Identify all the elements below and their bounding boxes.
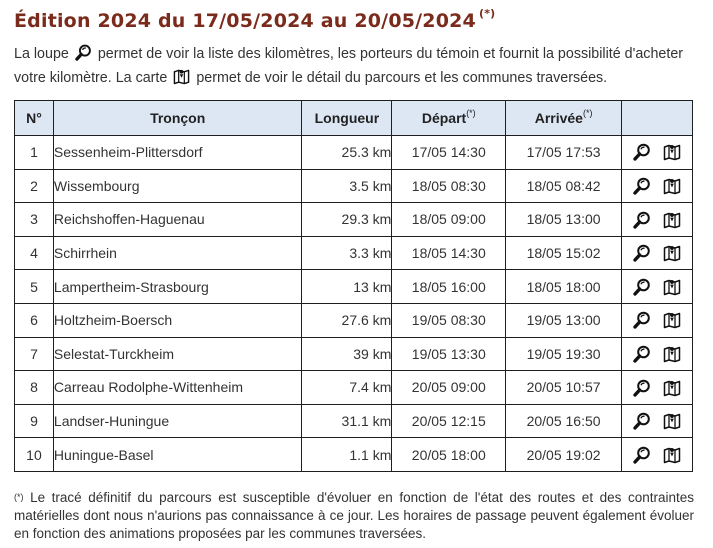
row-departure: 20/05 09:00 xyxy=(392,371,506,405)
map-icon[interactable] xyxy=(663,311,681,329)
row-departure: 18/05 09:00 xyxy=(392,203,506,237)
table-row xyxy=(15,203,693,237)
table-row xyxy=(15,136,693,170)
row-number: 10 xyxy=(15,438,54,472)
table-row xyxy=(15,371,693,405)
row-length: 25.3 km xyxy=(302,136,392,170)
footnote-mark: (*) xyxy=(14,492,24,502)
row-actions xyxy=(622,169,693,203)
row-length: 1.1 km xyxy=(302,438,392,472)
row-actions xyxy=(622,203,693,237)
row-actions xyxy=(622,303,693,337)
row-length: 27.6 km xyxy=(302,303,392,337)
header-departure-label: Départ xyxy=(421,110,467,126)
magnifier-icon[interactable] xyxy=(633,278,651,296)
map-icon[interactable] xyxy=(663,412,681,430)
row-section-name: Wissembourg xyxy=(53,169,302,203)
map-icon[interactable] xyxy=(663,446,681,464)
row-length: 3.3 km xyxy=(302,236,392,270)
row-number: 5 xyxy=(15,270,54,304)
row-actions xyxy=(622,136,693,170)
row-number: 4 xyxy=(15,236,54,270)
table-row xyxy=(15,337,693,371)
row-number: 2 xyxy=(15,169,54,203)
row-length: 7.4 km xyxy=(302,371,392,405)
footnote-text: Le tracé définitif du parcours est susceptible d'évoluer en fonction de l'état des routes et des contraintes matérielles dont nous n'aurions pas connaissance à ce jour. Les horaires de passage peuvent également évoluer en fonction des animations proposées par les communes traversées. xyxy=(14,490,694,541)
header-num: N° xyxy=(15,101,54,136)
row-length: 13 km xyxy=(302,270,392,304)
row-actions xyxy=(622,236,693,270)
row-departure: 19/05 08:30 xyxy=(392,303,506,337)
footnote xyxy=(14,489,694,543)
magnifier-icon[interactable] xyxy=(633,177,651,195)
row-actions xyxy=(622,404,693,438)
row-section-name: Selestat-Turckheim xyxy=(53,337,302,371)
magnifier-icon[interactable] xyxy=(633,446,651,464)
intro-text-2: permet de voir la liste des kilomètres, les porteurs du témoin et fournit la possibilité d'acheter votre kilomètre. La carte xyxy=(14,46,684,86)
row-section-name: Holtzheim-Boersch xyxy=(53,303,302,337)
row-actions xyxy=(622,371,693,405)
row-length: 3.5 km xyxy=(302,169,392,203)
magnifier-icon[interactable] xyxy=(633,311,651,329)
row-section-name: Lampertheim-Strasbourg xyxy=(53,270,302,304)
page-title xyxy=(14,7,496,32)
row-arrival: 17/05 17:53 xyxy=(506,136,622,170)
row-actions xyxy=(622,438,693,472)
table-body xyxy=(15,136,693,472)
row-section-name: Huningue-Basel xyxy=(53,438,302,472)
row-actions xyxy=(622,337,693,371)
map-icon xyxy=(173,68,190,92)
header-arrival-label: Arrivée xyxy=(534,110,583,126)
table-row xyxy=(15,438,693,472)
table-row xyxy=(15,270,693,304)
header-length: Longueur xyxy=(302,101,392,136)
map-icon[interactable] xyxy=(663,211,681,229)
magnifier-icon[interactable] xyxy=(633,143,651,161)
table-row xyxy=(15,169,693,203)
table-row xyxy=(15,236,693,270)
row-arrival: 18/05 13:00 xyxy=(506,203,622,237)
magnifier-icon[interactable] xyxy=(633,211,651,229)
header-actions xyxy=(622,101,693,136)
row-arrival: 18/05 15:02 xyxy=(506,236,622,270)
row-section-name: Sessenheim-Plittersdorf xyxy=(53,136,302,170)
row-arrival: 20/05 19:02 xyxy=(506,438,622,472)
magnifier-icon[interactable] xyxy=(633,345,651,363)
row-actions xyxy=(622,270,693,304)
map-icon[interactable] xyxy=(663,244,681,262)
row-arrival: 20/05 10:57 xyxy=(506,371,622,405)
map-icon[interactable] xyxy=(663,278,681,296)
row-section-name: Carreau Rodolphe-Wittenheim xyxy=(53,371,302,405)
row-section-name: Reichshoffen-Haguenau xyxy=(53,203,302,237)
magnifier-icon[interactable] xyxy=(633,379,651,397)
row-length: 39 km xyxy=(302,337,392,371)
row-departure: 19/05 13:30 xyxy=(392,337,506,371)
stages-table xyxy=(14,100,693,472)
intro-paragraph xyxy=(14,44,704,92)
row-number: 6 xyxy=(15,303,54,337)
map-icon[interactable] xyxy=(663,379,681,397)
table-row xyxy=(15,404,693,438)
row-arrival: 19/05 19:30 xyxy=(506,337,622,371)
magnifier-icon[interactable] xyxy=(633,412,651,430)
header-arrival-note: (*) xyxy=(582,108,593,118)
row-departure: 20/05 12:15 xyxy=(392,404,506,438)
row-departure: 20/05 18:00 xyxy=(392,438,506,472)
intro-text-3: permet de voir le détail du parcours et les communes traversées. xyxy=(196,70,608,86)
row-arrival: 19/05 13:00 xyxy=(506,303,622,337)
row-arrival: 20/05 16:50 xyxy=(506,404,622,438)
map-icon[interactable] xyxy=(663,177,681,195)
page-title-text: Édition 2024 du 17/05/2024 au 20/05/2024 xyxy=(14,10,476,32)
table-row xyxy=(15,303,693,337)
row-length: 29.3 km xyxy=(302,203,392,237)
row-departure: 18/05 08:30 xyxy=(392,169,506,203)
row-arrival: 18/05 18:00 xyxy=(506,270,622,304)
row-section-name: Landser-Huningue xyxy=(53,404,302,438)
table-header-row xyxy=(15,101,693,136)
header-departure-note: (*) xyxy=(466,108,476,118)
header-name: Tronçon xyxy=(53,101,302,136)
row-arrival: 18/05 08:42 xyxy=(506,169,622,203)
row-section-name: Schirrhein xyxy=(53,236,302,270)
intro-text-1: La loupe xyxy=(14,46,69,62)
header-departure xyxy=(392,101,506,136)
map-icon[interactable] xyxy=(663,345,681,363)
magnifier-icon[interactable] xyxy=(633,244,651,262)
title-note-mark: (*) xyxy=(478,7,496,20)
row-departure: 17/05 14:30 xyxy=(392,136,506,170)
map-icon[interactable] xyxy=(663,143,681,161)
header-arrival xyxy=(506,101,622,136)
row-number: 3 xyxy=(15,203,54,237)
magnifier-icon xyxy=(75,44,92,68)
row-departure: 18/05 16:00 xyxy=(392,270,506,304)
row-length: 31.1 km xyxy=(302,404,392,438)
row-number: 1 xyxy=(15,136,54,170)
row-departure: 18/05 14:30 xyxy=(392,236,506,270)
row-number: 8 xyxy=(15,371,54,405)
row-number: 9 xyxy=(15,404,54,438)
row-number: 7 xyxy=(15,337,54,371)
